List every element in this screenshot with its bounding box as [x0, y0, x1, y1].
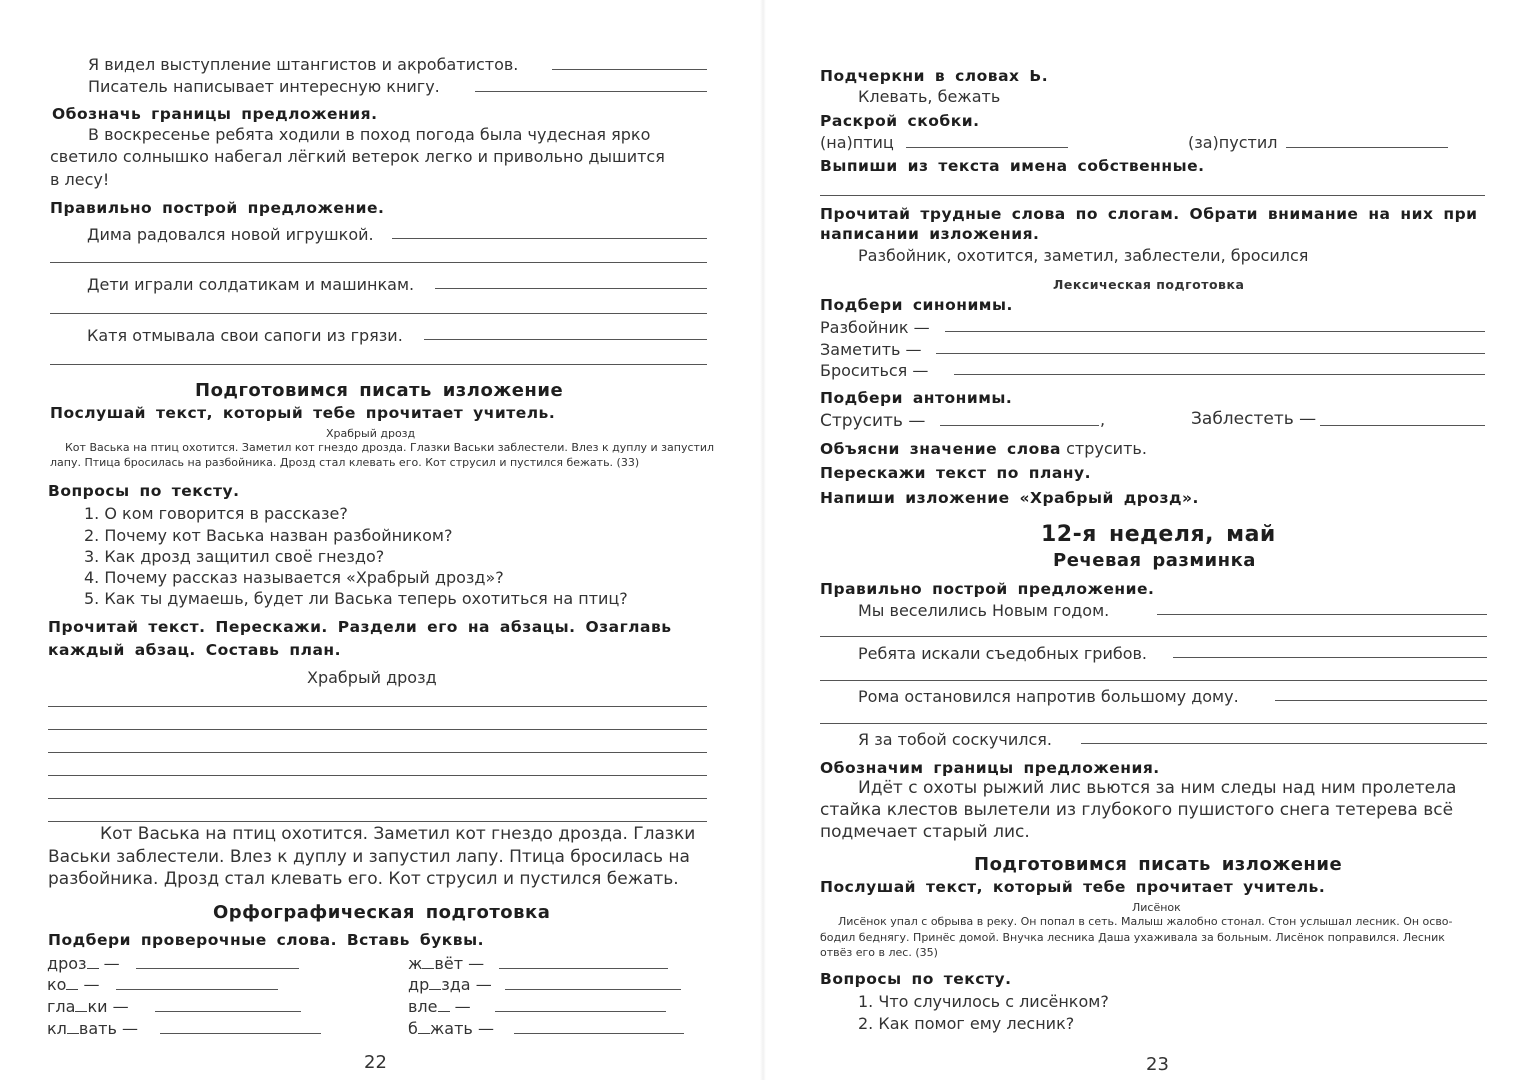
- antonym-word: Струсить —: [820, 411, 926, 431]
- word-gap-item: ж вёт —: [408, 954, 485, 973]
- text-line: Клевать, бежать: [858, 87, 1001, 106]
- question-item: 4. Почему рассказ называется «Храбрый дрозд»?: [84, 568, 504, 587]
- page-number: 22: [364, 1052, 387, 1073]
- sentence-line: Рома остановился напротив большому дому.: [858, 687, 1239, 706]
- task-heading: Перескажи текст по плану.: [820, 464, 1092, 482]
- task-heading: Послушай текст, который тебе прочитает учитель.: [820, 878, 1326, 896]
- letter-gap[interactable]: [66, 976, 78, 990]
- letter-gap[interactable]: [438, 998, 450, 1012]
- word-gap-item: кл вать —: [47, 1019, 138, 1038]
- word-gap-item: др зда —: [408, 975, 492, 994]
- question-item: 5. Как ты думаешь, будет ли Васька теперь охотиться на птиц?: [84, 589, 628, 608]
- text-line: В воскресенье ребята ходили в поход погода была чудесная ярко: [88, 125, 651, 144]
- task-heading: Прочитай текст. Перескажи. Раздели его на абзацы. Озаглавь: [48, 618, 672, 636]
- answer-line[interactable]: [495, 1011, 666, 1012]
- answer-line[interactable]: [940, 425, 1099, 426]
- answer-line[interactable]: [160, 1033, 321, 1034]
- story-title: Лисёнок: [1132, 901, 1181, 914]
- question-item: 1. Что случилось с лисёнком?: [858, 992, 1109, 1011]
- plan-line[interactable]: [48, 821, 707, 822]
- answer-line[interactable]: [514, 1033, 684, 1034]
- page-number: 23: [1146, 1054, 1169, 1075]
- plan-line[interactable]: [48, 706, 707, 707]
- sentence-line: Писатель написывает интересную книгу.: [88, 77, 440, 96]
- answer-line[interactable]: [1081, 743, 1487, 744]
- answer-line[interactable]: [155, 1011, 301, 1012]
- answer-line[interactable]: [505, 989, 681, 990]
- page-left: [0, 0, 763, 1080]
- plan-line[interactable]: [48, 752, 707, 753]
- task-heading: Раскрой скобки.: [820, 112, 980, 130]
- question-item: 2. Как помог ему лесник?: [858, 1014, 1075, 1033]
- answer-line[interactable]: [435, 288, 707, 289]
- sentence-line: Ребята искали съедобных грибов.: [858, 644, 1148, 663]
- question-item: 3. Как дрозд защитил своё гнездо?: [84, 547, 385, 566]
- section-title: Речевая разминка: [1053, 550, 1256, 571]
- task-heading: Подбери проверочные слова. Вставь буквы.: [48, 931, 484, 949]
- task-heading: написании изложения.: [820, 225, 1040, 243]
- answer-line[interactable]: [1275, 700, 1487, 701]
- answer-line[interactable]: [1173, 657, 1487, 658]
- word-gap-item: дроз —: [47, 954, 120, 973]
- story-line: бодил беднягу. Принёс домой. Внучка лесника Даша ухаживала за больным. Лисёнок поправился. Лесник: [820, 931, 1445, 944]
- answer-line[interactable]: [820, 723, 1487, 724]
- task-heading: Напиши изложение «Храбрый дрозд».: [820, 489, 1199, 507]
- synonym-word: Разбойник —: [820, 318, 930, 337]
- letter-gap[interactable]: [67, 1020, 79, 1034]
- task-heading: каждый абзац. Составь план.: [48, 641, 341, 659]
- letter-gap[interactable]: [87, 955, 99, 969]
- word-gap-item: вле —: [408, 997, 471, 1016]
- reading-line: разбойника. Дрозд стал клевать его. Кот струсил и пустился бежать.: [48, 869, 679, 889]
- task-heading: Прочитай трудные слова по слогам. Обрати внимание на них при: [820, 205, 1478, 223]
- story-line: отвёз его в лес. (35): [820, 946, 938, 959]
- reading-line: Васьки заблестели. Влез к дуплу и запустил лапу. Птица бросилась на: [48, 847, 690, 867]
- answer-line[interactable]: [50, 313, 707, 314]
- story-title: Храбрый дрозд: [326, 427, 416, 440]
- letter-gap[interactable]: [418, 1020, 430, 1034]
- plan-line[interactable]: [48, 775, 707, 776]
- bracket-word: (за)пустил: [1188, 133, 1278, 152]
- answer-line[interactable]: [475, 91, 707, 92]
- answer-line[interactable]: [906, 147, 1068, 148]
- explain-task: Объясни значение слова струсить.: [820, 439, 1147, 458]
- word-gap-item: гла ки —: [47, 997, 129, 1016]
- answer-line[interactable]: [1320, 425, 1485, 426]
- sentence-line: Мы веселились Новым годом.: [858, 601, 1110, 620]
- question-item: 2. Почему кот Васька назван разбойником?: [84, 526, 453, 545]
- sentence-line: Дети играли солдатикам и машинкам.: [87, 275, 415, 294]
- task-heading: Обозначим границы предложения.: [820, 759, 1160, 777]
- section-title: Подготовимся писать изложение: [974, 854, 1343, 875]
- sentence-line: Дима радовался новой игрушкой.: [87, 225, 374, 244]
- word-gap-item: ко —: [47, 975, 100, 994]
- answer-line[interactable]: [392, 238, 707, 239]
- letter-gap[interactable]: [422, 955, 434, 969]
- answer-line[interactable]: [499, 968, 668, 969]
- task-heading: Выпиши из текста имена собственные.: [820, 157, 1205, 175]
- text-line: стайка клестов вылетели из глубокого пушистого снега тетерева всё: [820, 800, 1454, 820]
- answer-line[interactable]: [50, 262, 707, 263]
- answer-line[interactable]: [552, 69, 707, 70]
- task-heading: Подчеркни в словах Ь.: [820, 67, 1049, 85]
- week-title: 12-я неделя, май: [1041, 522, 1276, 547]
- text-line: Разбойник, охотится, заметил, заблестели, бросился: [858, 246, 1309, 265]
- question-item: 1. О ком говорится в рассказе?: [84, 504, 348, 523]
- answer-line[interactable]: [820, 636, 1487, 637]
- answer-line[interactable]: [136, 968, 299, 969]
- answer-line[interactable]: [116, 989, 278, 990]
- text-line: в лесу!: [50, 170, 110, 189]
- subsection-title: Лексическая подготовка: [1053, 277, 1245, 292]
- answer-line[interactable]: [1286, 147, 1448, 148]
- separator-comma: ,: [1100, 410, 1106, 429]
- synonym-word: Броситься —: [820, 361, 929, 380]
- answer-line[interactable]: [820, 195, 1485, 196]
- word-gap-item: б жать —: [408, 1019, 494, 1038]
- task-heading: Подбери синонимы.: [820, 296, 1013, 314]
- answer-line[interactable]: [1157, 614, 1487, 615]
- reading-line: Кот Васька на птиц охотится. Заметил кот гнездо дрозда. Глазки: [100, 824, 696, 844]
- answer-line[interactable]: [954, 374, 1485, 375]
- sentence-line: Катя отмывала свои сапоги из грязи.: [87, 326, 403, 345]
- story-line: лапу. Птица бросилась на разбойника. Дрозд стал клевать его. Кот струсил и пустился бежать. (33): [50, 456, 640, 469]
- letter-gap[interactable]: [429, 976, 441, 990]
- task-heading: Вопросы по тексту.: [820, 970, 1012, 988]
- synonym-word: Заметить —: [820, 340, 922, 359]
- story-line: Лисёнок упал с обрыва в реку. Он попал в сеть. Малыш жалобно стонал. Стон услышал лесник. Он осво-: [838, 915, 1453, 928]
- section-title: Орфографическая подготовка: [213, 902, 551, 923]
- task-heading: Послушай текст, который тебе прочитает учитель.: [50, 404, 556, 422]
- plan-line[interactable]: [48, 798, 707, 799]
- plan-title: Храбрый дрозд: [307, 668, 437, 687]
- section-title: Подготовимся писать изложение: [195, 380, 564, 401]
- task-heading: Правильно построй предложение.: [820, 580, 1155, 598]
- task-heading: Подбери антонимы.: [820, 389, 1013, 407]
- bracket-word: (на)птиц: [820, 133, 894, 152]
- answer-line[interactable]: [936, 353, 1485, 354]
- text-line: Идёт с охоты рыжий лис вьются за ним следы над ним пролетела: [858, 778, 1457, 798]
- sentence-line: Я за тобой соскучился.: [858, 730, 1052, 749]
- page-right: [763, 0, 1527, 1080]
- answer-line[interactable]: [424, 339, 707, 340]
- task-heading: Вопросы по тексту.: [48, 482, 240, 500]
- text-line: подмечает старый лис.: [820, 822, 1030, 842]
- letter-gap[interactable]: [75, 998, 87, 1012]
- answer-line[interactable]: [945, 331, 1485, 332]
- task-heading: Обозначь границы предложения.: [52, 105, 378, 123]
- task-heading: Правильно построй предложение.: [50, 199, 385, 217]
- answer-line[interactable]: [50, 364, 707, 365]
- answer-line[interactable]: [820, 680, 1487, 681]
- plan-line[interactable]: [48, 729, 707, 730]
- sentence-line: Я видел выступление штангистов и акробатистов.: [88, 55, 519, 74]
- antonym-word: Заблестеть —: [1191, 409, 1317, 429]
- text-line: светило солнышко набегал лёгкий ветерок легко и привольно дышится: [50, 147, 665, 166]
- story-line: Кот Васька на птиц охотится. Заметил кот гнездо дрозда. Глазки Васьки заблестели. Влез к дуплу и запустил: [65, 441, 715, 454]
